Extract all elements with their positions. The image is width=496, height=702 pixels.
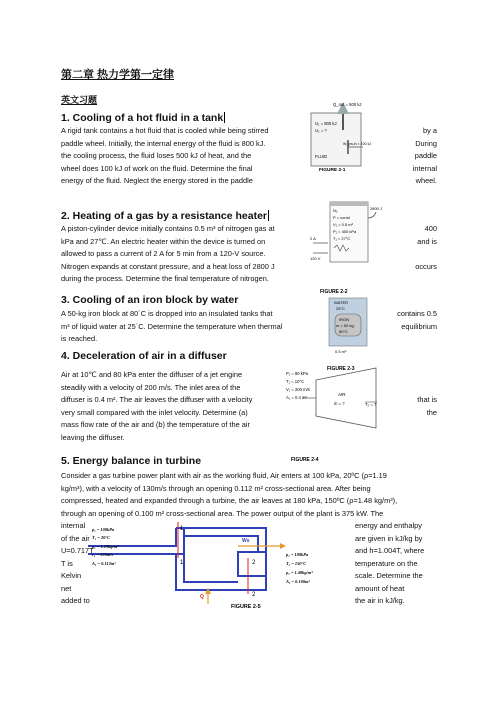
fig3-water: WATER [334,300,348,305]
p1-right: internal [412,163,437,173]
chapter-title: 第二章 热力学第一定律 [61,69,175,81]
fig1-u1: U₁ = 800 kJ [315,121,337,126]
p2-line: during the process. Determine the final temperature of nitrogen. [61,274,269,283]
exercise-subtitle: 英文习题 [61,95,98,105]
fig5-in-a: A₁ = 0.112m² [92,561,116,566]
p5-right: energy and enthalpy [355,521,422,530]
fig1-fluid: FLUID [315,154,328,159]
fig1-u2: U₂ = ? [315,128,327,133]
fig2-v: V₁ = 0.5 m³ [333,222,353,227]
p4-line: steadily with a velocity of 200 m/s. The inlet area of the [61,382,241,392]
p5-left: net [61,583,72,593]
p3-right: contains 0.5 [397,309,437,318]
p4-line: very small compared with the inlet velocity. Determine (a) [61,407,248,417]
fig2-volt: 120 V [310,256,321,261]
fig3-volume: 0.5 m³ [335,349,347,354]
fig2-p: P = const [333,215,350,220]
fig4-mdot: ṁ = ? [334,401,345,406]
p1-line: paddle wheel. Initially, the internal energy of the fluid is 800 kJ. [61,138,266,148]
p5-line: Consider a gas turbine power plant with air as the working fluid, Air enters at 100 kPa, 20ºC (ρ=1.19 [61,471,387,480]
problem-1-heading: 1. Cooling of a hot fluid in a tank [61,112,224,124]
p5-right: amount of heat [355,583,405,593]
fig5-out-rho: ρ₂ = 1.48kg/m³ [286,570,313,575]
fig4-t1: T₁ = 10°C [286,379,305,384]
state-2-bottom: 2 [252,592,256,598]
p2-right: and is [417,236,437,246]
state-2: 2 [252,560,256,566]
fig5-in-p: p₁ = 100kPa [92,527,115,532]
fig5-heat: Q [200,594,204,600]
fig2-t1: T₁ = 27°C [333,236,351,241]
p5-right: and h=1.004T, where [355,546,425,555]
fig5-out-t: T₂ = 150°C [286,561,307,566]
p1-line: A rigid tank contains a hot fluid that is cooled while being stirred [61,126,269,135]
figure-caption: FIGURE 2-5 [231,604,261,610]
p5-right: scale. Determine the [355,571,423,580]
figure-2-1 [305,100,375,172]
p2-line: kPa and 27℃. An electric heater within the device is turned on [61,236,266,246]
p5-left: Kelvin [61,571,82,580]
state-1-top: 1 [180,526,184,532]
fig5-work: Ws [242,538,250,544]
p5-right: temperature on the [355,558,418,568]
fig4-v1: V₁ = 200 m/s [286,387,310,392]
fig4-air: AIR [338,392,346,397]
heat-loss-arrow [368,212,376,218]
p4-line: diffuser is 0.4 m². The air leaves the diffuser with a velocity [61,395,253,404]
p3-line: A 50-kg iron block at 80´C is dropped into an insulated tanks that [61,309,273,318]
p5-line: kg/m³), with a velocity of 130m/s through an opening 0.112 m² cross-sectional area. After being [61,483,371,493]
p1-line: wheel does 100 kJ of work on the fluid. Determine the final [61,163,253,173]
p1-right: During [415,138,437,148]
fig4-p1: P₁ = 80 kPa [286,371,309,376]
p4-line: mass flow rate of the air and (b) the temperature of the air [61,420,250,429]
fig2-heat: 2800 J [370,206,383,211]
figure-caption: FIGURE 2-1 [319,168,346,172]
fig5-out-p: p₂ = 180kPa [286,552,309,557]
p4-right: that is [417,395,437,404]
p2-line: A piston-cylinder device initially contains 0.5 m³ of nitrogen gas at [61,224,275,233]
fig3-mass: m = 50 kg [336,323,354,328]
problem-3-heading: 3. Cooling of an iron block by water [61,294,239,306]
p5-left: internal [61,521,86,530]
p4-line: Air at 10℃ and 80 kPa enter the diffuser of a jet engine [61,370,243,379]
figure-2-3 [327,296,371,372]
fig3-water-temp: 25°C [336,306,345,311]
p4-line: leaving the diffuser. [61,432,125,442]
p3-line: m³ of liquid water at 25´C. Determine the temperature when thermal [61,321,283,331]
p1-line: energy of the fluid. Neglect the energy stored in the paddle [61,176,253,185]
p1-right: wheel. [415,176,437,185]
fig3-iron-temp: 80°C [339,329,348,334]
p5-left: of the air [61,533,90,543]
fig2-n2: N₂ [333,208,338,213]
p5-line: compressed, heated and expanded through a turbine, the air leaves at 180 kPa, 150ºC (ρ=1.48 kg/m³), [61,496,398,505]
fig4-a1: A₁ = 0.4 m² [286,395,307,400]
text-cursor [224,112,225,123]
p5-left: U=0.717T [61,546,94,555]
p2-right: occurs [415,261,437,271]
p4-right: the [426,407,437,417]
p5-left: added to [61,596,90,605]
fig4-t2: T₂ = ? [365,402,377,407]
state-1: 1 [180,560,184,566]
figure-2-4 [283,366,383,462]
p1-right: paddle [414,151,437,160]
figure-2-5 [88,522,354,612]
p1-right: by a [423,126,437,135]
fig2-amp: 2 A [310,236,316,241]
p2-line: allowed to pass a current of 2 A for 5 min from a 120-V source. [61,249,266,258]
p3-right: equilibrium [401,321,437,331]
problem-2-heading: 2. Heating of a gas by a resistance heater [61,210,268,222]
fig5-in-v: c₁ = 130m/s [92,552,114,557]
fig5-in-t: T₁ = 20°C [92,535,110,540]
problem-4-heading: 4. Deceleration of air in a diffuser [61,350,227,362]
problem-5-heading: 5. Energy balance in turbine [61,455,202,467]
figure-caption: FIGURE 2-4 [291,457,319,462]
text-cursor [268,210,269,221]
figure-caption: FIGURE 2-2 [320,289,348,294]
p5-left: T is [61,558,73,568]
fig1-work: W_pw,in = 100 kJ [343,142,372,146]
fig3-iron: IRON [339,317,349,322]
p3-line: is reached. [61,334,98,343]
p5-line: through an opening of 0.100 m² cross-sectional area. The power output of the plant is 375 kW. The [61,508,384,518]
p5-right: are given in kJ/kg by [355,533,423,543]
figure-2-2 [308,198,388,294]
fig5-in-rho: ρ₁ = 1.19kg/m³ [92,544,119,549]
p2-right: 400 [424,224,437,233]
fig1-qout: Q_out = 500 kJ [333,102,362,107]
diffuser-outline [316,368,376,428]
fig2-p1: P₁ = 400 kPa [333,229,357,234]
p2-line: Nitrogen expands at constant pressure, and a heat loss of 2800 J [61,261,275,271]
p5-right: the air in kJ/kg. [355,596,405,605]
figure-caption: FIGURE 2-3 [327,366,355,372]
p1-line: the cooling process, the fluid loses 500 kJ of heat, and the [61,151,252,160]
fig5-out-a: A₂ = 0.100m² [286,579,310,584]
